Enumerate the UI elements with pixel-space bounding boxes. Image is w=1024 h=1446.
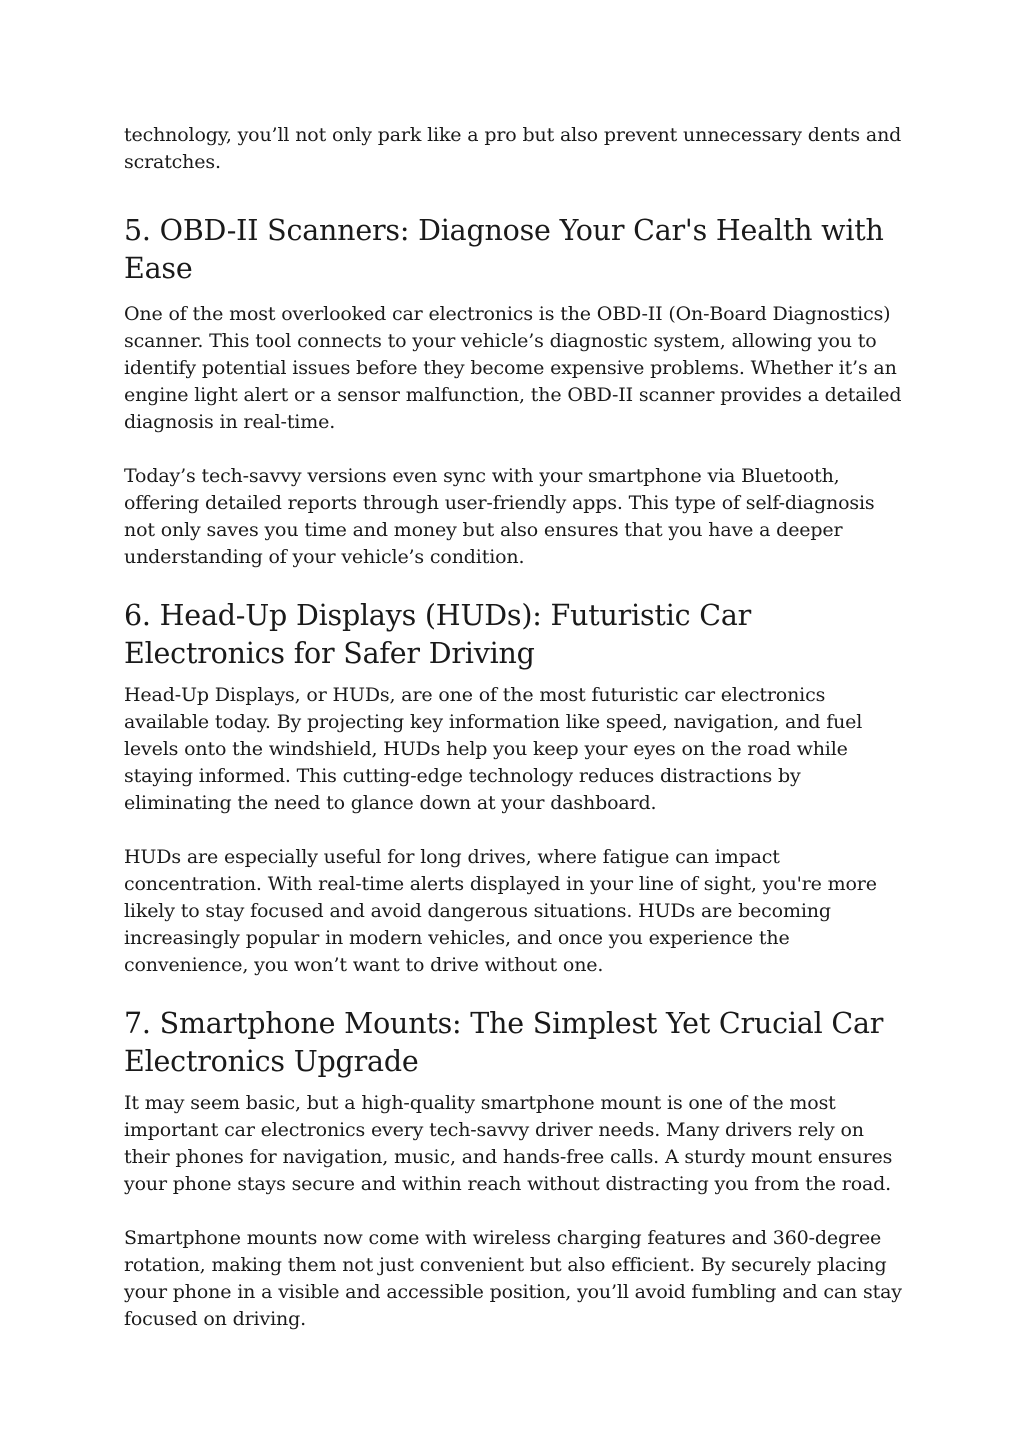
section-7-paragraph-1: It may seem basic, but a high-quality smartphone mount is one of the most important car electronics every tech-savvy driver needs. Many drivers rely on their phones for navigation, music, and hands-free calls. A sturdy mount ensures your phone stays secure and within reach without distracting you from the road. bbox=[124, 1092, 893, 1195]
section-6-heading: 6. Head-Up Displays (HUDs): Futuristic Car Electronics for Safer Driving bbox=[124, 599, 752, 670]
section-7-paragraph-2: Smartphone mounts now come with wireless charging features and 360-degree rotation, making them not just convenient but also efficient. By securely placing your phone in a visible and accessible position, you’ll avoid fumbling and can stay focused on driving. bbox=[124, 1227, 902, 1330]
section-6-paragraph-2: HUDs are especially useful for long drives, where fatigue can impact concentration. With real-time alerts displayed in your line of sight, you're more likely to stay focused and avoid dangerous situations. HUDs are becoming increasingly popular in modern vehicles, and once you experience the convenience, you won’t want to drive without one. bbox=[124, 846, 877, 976]
section-7-heading: 7. Smartphone Mounts: The Simplest Yet Crucial Car Electronics Upgrade bbox=[124, 1007, 884, 1078]
section-5-heading: 5. OBD-II Scanners: Diagnose Your Car's Health with Ease bbox=[124, 214, 884, 285]
section-6-paragraph-1: Head-Up Displays, or HUDs, are one of the most futuristic car electronics available today. By projecting key information like speed, navigation, and fuel levels onto the windshield, HUDs help you keep your eyes on the road while staying informed. This cutting-edge technology reduces distractions by eliminating the need to glance down at your dashboard. bbox=[124, 684, 863, 814]
section-5-paragraph-2: Today’s tech-savvy versions even sync with your smartphone via Bluetooth, offering detailed reports through user-friendly apps. This type of self-diagnosis not only saves you time and money but also ensures that you have a deeper understanding of your vehicle’s condition. bbox=[124, 465, 875, 568]
document-page bbox=[124, 122, 904, 1333]
intro-paragraph: technology, you’ll not only park like a pro but also prevent unnecessary dents and scratches. bbox=[124, 124, 902, 173]
section-5-paragraph-1: One of the most overlooked car electronics is the OBD-II (On-Board Diagnostics) scanner. This tool connects to your vehicle’s diagnostic system, allowing you to identify potential issues before they become expensive problems. Whether it’s an engine light alert or a sensor malfunction, the OBD-II scanner provides a detailed diagnosis in real-time. bbox=[124, 303, 902, 433]
